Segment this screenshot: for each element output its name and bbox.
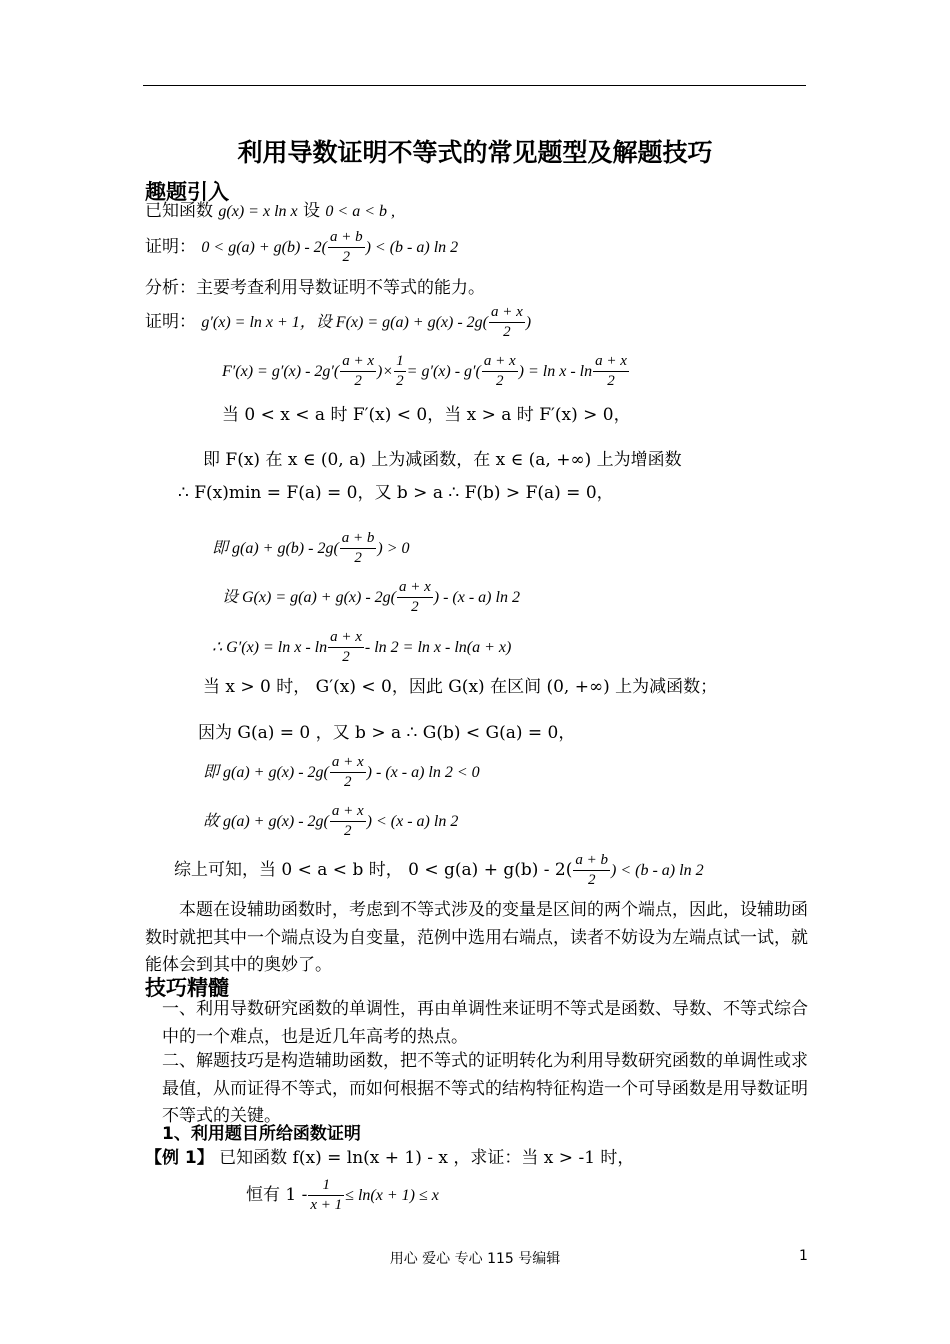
given-set-label: 设 [303,201,321,221]
proof-line-6 [212,529,410,568]
expr: ) < (b - a) ln 2 [611,862,704,879]
numerator: 1 [394,352,406,372]
denominator: 2 [344,774,352,790]
fraction [397,578,433,617]
example-1-line [145,1147,634,1169]
footer-text: 用心 爱心 专心 115 号编辑 [389,1251,561,1267]
expr: 设 G(x) = g(a) + g(x) - 2g( [222,589,396,606]
numerator: a + x [340,352,376,372]
tip-paragraph-1: 一、利用导数研究函数的单调性，再由单调性来证明不等式是函数、导数、不等式综合中的一个难点，也是近几年高考的热点。 [162,999,808,1047]
given-line [145,200,395,223]
proof-expr-end: ) [525,314,532,331]
example-text: 已知函数 f(x) = ln(x + 1) - x ，求证：当 x > -1 时， [219,1148,635,1168]
expr: F′(x) = g′(x) - 2g′( [222,363,340,380]
proof-line-8 [212,628,511,667]
proof-line-2 [222,352,630,391]
fraction [330,802,366,841]
fraction [573,851,610,890]
prove-expr-right: ) < (b - a) ln 2 [365,239,459,256]
prove-expr-left: 0 < g(a) + g(b) - 2( [201,239,327,256]
denominator: 2 [342,249,351,265]
expr: ) = ln x - ln [518,363,593,380]
proof-line-7 [222,578,520,617]
proof-line-9: 当 x > 0 时， G′(x) < 0，因此 G(x) 在区间 (0, +∞) 上为减函数； [203,677,718,697]
expr: = g′(x) - g′( [406,363,481,380]
expr: ) - (x - a) ln 2 < 0 [366,764,480,781]
denominator: 2 [342,649,350,665]
proof-line-5: ∴ F(x)min = F(a) = 0，又 b > a ∴ F(b) > F(a) = 0， [178,483,614,503]
denominator: 2 [344,823,352,839]
expr: 即 g(a) + g(x) - 2g( [203,764,329,781]
fraction [340,352,376,391]
denominator: x + 1 [310,1197,343,1213]
fraction [482,352,518,391]
proof-line-11 [203,753,480,792]
fraction [593,352,629,391]
proof-line-12 [203,802,458,841]
proof-expr: g′(x) = ln x + 1，设 F(x) = g(a) + g(x) - 2g( [201,314,489,331]
expr: 恒有 1 - [246,1185,308,1205]
expr: ) < (x - a) ln 2 [366,813,459,830]
numerator: a + x [330,753,366,773]
denominator: 2 [396,373,404,389]
expr: ∴ G′(x) = ln x - ln [212,639,328,656]
example-label: 【例 1】 [145,1148,214,1168]
denominator: 2 [411,599,419,615]
fraction [340,529,377,568]
analysis-line: 分析：主要考查利用导数证明不等式的能力。 [145,278,485,298]
proof-label: 证明： [145,312,196,332]
prove-line [145,228,458,267]
denominator: 2 [503,324,511,340]
tip-paragraph-2: 二、解题技巧是构造辅助函数，把不等式的证明转化为利用导数研究函数的单调性或求最值，从而证得不等式，而如何根据不等式的结构特征构造一个可导函数是用导数证明不等式的关键。 [162,1051,808,1126]
expr: )× [377,363,394,380]
subsection-heading-1: 1、利用题目所给函数证明 [162,1124,361,1144]
given-label: 已知函数 [145,201,213,221]
prove-label: 证明： [145,237,196,257]
numerator: a + b [340,529,377,549]
numerator: a + b [573,851,610,871]
numerator: a + x [397,578,433,598]
proof-line-4: 即 F(x) 在 x ∈ (0, a) 上为减函数，在 x ∈ (a, +∞) 上为增函数 [203,450,682,470]
expr: ) - (x - a) ln 2 [433,589,520,606]
numerator: 1 [308,1176,344,1196]
denominator: 2 [587,872,596,888]
denominator: 2 [607,373,615,389]
numerator: a + x [330,802,366,822]
example-1-inequality [246,1176,439,1215]
expr: 综上可知，当 0 < a < b 时， 0 < g(a) + g(b) - 2( [174,860,573,880]
page-title: 利用导数证明不等式的常见题型及解题技巧 [237,138,713,167]
expr: ≤ ln(x + 1) ≤ x [345,1187,439,1204]
proof-line-1 [145,303,531,342]
denominator: 2 [354,373,362,389]
fraction [489,303,525,342]
expr: 即 g(a) + g(b) - 2g( [212,540,339,557]
expr: 故 g(a) + g(x) - 2g( [203,813,329,830]
denominator: 2 [354,550,362,566]
section-heading-intro: 趣题引入 [145,180,229,204]
section-heading-tips: 技巧精髓 [145,976,229,1000]
remark-paragraph: 本题在设辅助函数时，考虑到不等式涉及的变量是区间的两个端点，因此，设辅助函数时就把其中一个端点设为自变量，范例中选用右端点，读者不妨设为左端点试一试，就能体会到其中的奥妙了。 [145,900,808,975]
fraction [328,628,364,667]
expr: ) > 0 [377,540,410,557]
numerator: a + x [593,352,629,372]
fraction [328,228,365,267]
numerator: a + x [482,352,518,372]
proof-line-10: 因为 G(a) = 0 ，又 b > a ∴ G(b) < G(a) = 0， [198,723,576,743]
proof-line-3: 当 0 < x < a 时 F′(x) < 0，当 x > a 时 F′(x) > 0， [222,405,631,425]
fraction [308,1176,344,1215]
fraction [330,753,366,792]
numerator: a + x [328,628,364,648]
given-condition: 0 < a < b , [325,203,396,220]
numerator: a + x [489,303,525,323]
given-function: g(x) = x ln x [218,203,298,220]
numerator: a + b [328,228,365,248]
header-rule [143,85,806,86]
conclusion-line [174,851,704,890]
fraction [394,352,406,391]
page-number: 1 [799,1248,808,1264]
denominator: 2 [496,373,504,389]
expr: - ln 2 = ln x - ln(a + x) [364,639,512,656]
